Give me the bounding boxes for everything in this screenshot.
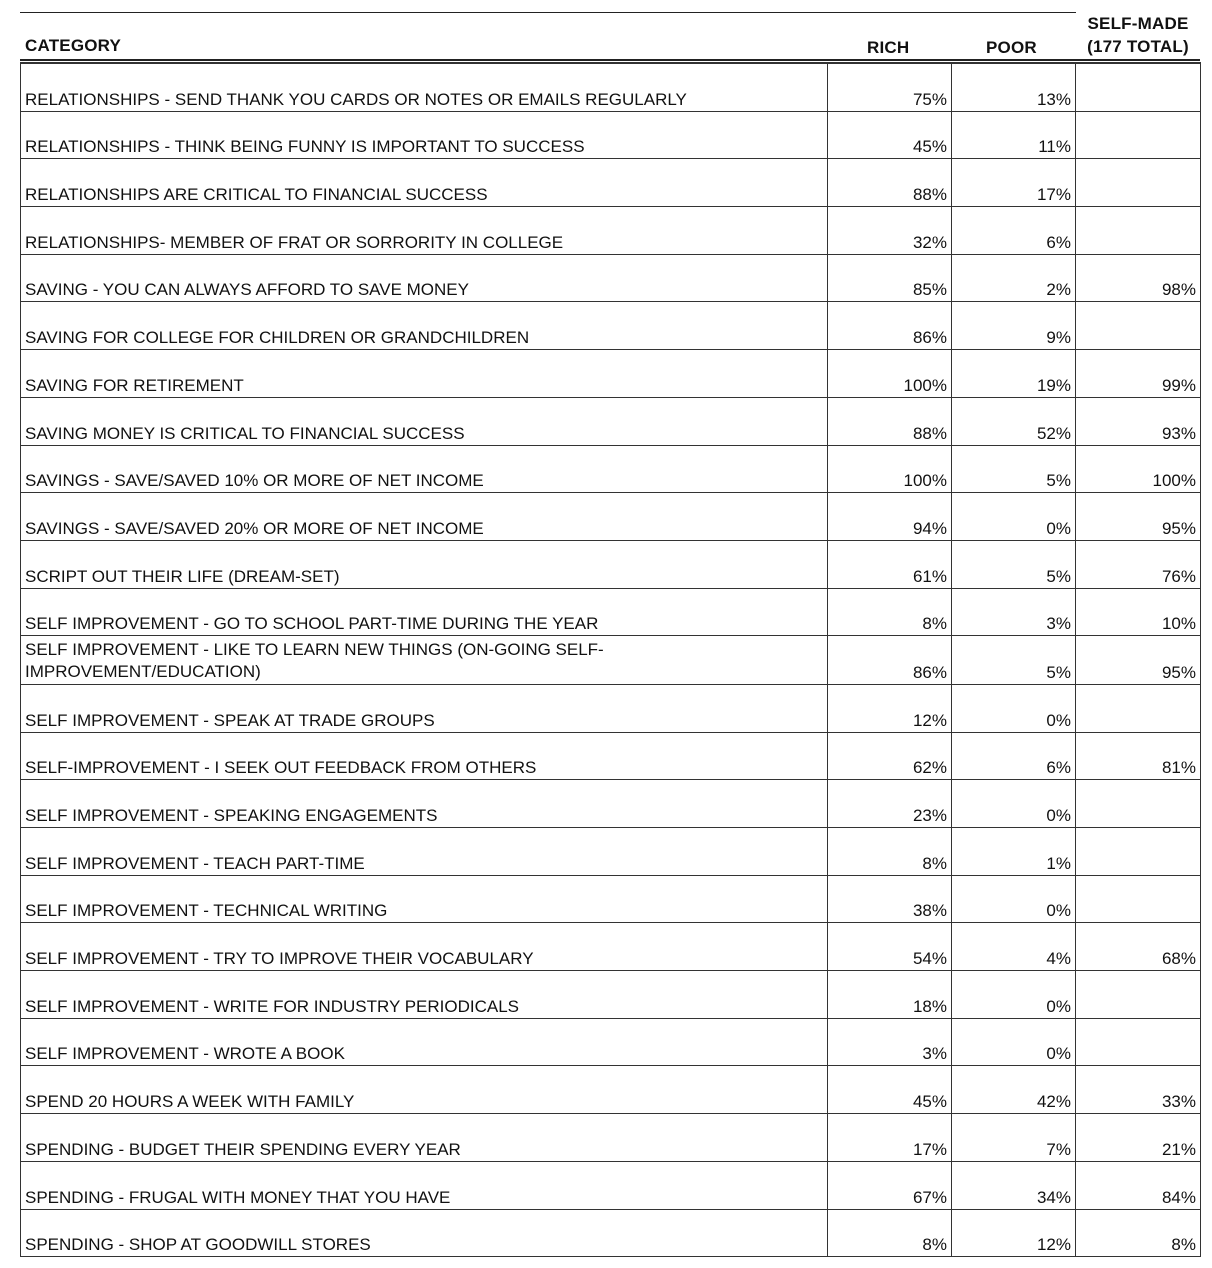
- rich-cell: 8%: [828, 828, 952, 876]
- poor-cell: 0%: [952, 971, 1076, 1019]
- rich-cell: 62%: [828, 732, 952, 780]
- rich-cell: 100%: [828, 350, 952, 398]
- category-cell: SELF IMPROVEMENT - TECHNICAL WRITING: [21, 875, 828, 923]
- self-made-cell: 93%: [1076, 397, 1201, 445]
- poor-cell: 42%: [952, 1066, 1076, 1114]
- poor-cell: 2%: [952, 254, 1076, 302]
- category-cell: RELATIONSHIPS ARE CRITICAL TO FINANCIAL SUCCESS: [21, 159, 828, 207]
- header-rule: [20, 59, 1200, 61]
- self-made-cell: [1076, 207, 1201, 255]
- rich-cell: 85%: [828, 254, 952, 302]
- self-made-cell: 10%: [1076, 588, 1201, 636]
- table-row: [21, 302, 1201, 350]
- category-cell: SAVING - YOU CAN ALWAYS AFFORD TO SAVE MONEY: [21, 254, 828, 302]
- table-row: [21, 540, 1201, 588]
- self-made-cell: 95%: [1076, 493, 1201, 541]
- category-cell: SELF IMPROVEMENT - TRY TO IMPROVE THEIR VOCABULARY: [21, 923, 828, 971]
- rich-cell: 54%: [828, 923, 952, 971]
- rich-cell: 67%: [828, 1161, 952, 1209]
- poor-cell: 12%: [952, 1209, 1076, 1257]
- rich-cell: 86%: [828, 636, 952, 685]
- self-made-cell: 98%: [1076, 254, 1201, 302]
- table-row: [21, 159, 1201, 207]
- data-table: [20, 62, 1201, 1257]
- rich-cell: 88%: [828, 397, 952, 445]
- rich-cell: 32%: [828, 207, 952, 255]
- category-cell: SELF IMPROVEMENT - LIKE TO LEARN NEW THINGS (ON-GOING SELF-IMPROVEMENT/EDUCATION): [21, 636, 828, 685]
- header-rich: RICH: [867, 38, 910, 57]
- table-row: [21, 397, 1201, 445]
- poor-cell: 0%: [952, 684, 1076, 732]
- rich-cell: 8%: [828, 588, 952, 636]
- self-made-cell: [1076, 875, 1201, 923]
- table-row: [21, 1209, 1201, 1257]
- self-made-cell: 21%: [1076, 1114, 1201, 1162]
- self-made-cell: [1076, 1018, 1201, 1066]
- self-made-cell: [1076, 828, 1201, 876]
- table-row: [21, 971, 1201, 1019]
- rich-cell: 94%: [828, 493, 952, 541]
- rich-cell: 8%: [828, 1209, 952, 1257]
- table-body: [21, 63, 1201, 1257]
- self-made-cell: [1076, 780, 1201, 828]
- table-row: [21, 1066, 1201, 1114]
- table-row: [21, 493, 1201, 541]
- self-made-cell: [1076, 971, 1201, 1019]
- table-row: [21, 588, 1201, 636]
- category-cell: SELF IMPROVEMENT - SPEAKING ENGAGEMENTS: [21, 780, 828, 828]
- self-made-cell: 95%: [1076, 636, 1201, 685]
- self-made-cell: [1076, 302, 1201, 350]
- table-row: [21, 684, 1201, 732]
- category-cell: SAVING FOR RETIREMENT: [21, 350, 828, 398]
- poor-cell: 13%: [952, 63, 1076, 111]
- category-cell: SELF IMPROVEMENT - SPEAK AT TRADE GROUPS: [21, 684, 828, 732]
- table-row: [21, 732, 1201, 780]
- table-row: [21, 636, 1201, 685]
- category-cell: SPENDING - FRUGAL WITH MONEY THAT YOU HAVE: [21, 1161, 828, 1209]
- poor-cell: 6%: [952, 207, 1076, 255]
- poor-cell: 7%: [952, 1114, 1076, 1162]
- header-poor: POOR: [986, 38, 1037, 57]
- rich-cell: 86%: [828, 302, 952, 350]
- rich-cell: 18%: [828, 971, 952, 1019]
- rich-cell: 100%: [828, 445, 952, 493]
- table-row: [21, 207, 1201, 255]
- table-row: [21, 350, 1201, 398]
- top-rule: [20, 12, 1076, 13]
- rich-cell: 61%: [828, 540, 952, 588]
- category-cell: SAVINGS - SAVE/SAVED 10% OR MORE OF NET INCOME: [21, 445, 828, 493]
- header-self-made-line1: SELF-MADE: [1087, 14, 1189, 33]
- header-self-made: [1080, 12, 1196, 58]
- table-row: [21, 923, 1201, 971]
- category-cell: RELATIONSHIPS- MEMBER OF FRAT OR SORRORITY IN COLLEGE: [21, 207, 828, 255]
- poor-cell: 52%: [952, 397, 1076, 445]
- self-made-cell: [1076, 159, 1201, 207]
- rich-cell: 75%: [828, 63, 952, 111]
- table-row: [21, 1018, 1201, 1066]
- poor-cell: 0%: [952, 493, 1076, 541]
- category-cell: RELATIONSHIPS - SEND THANK YOU CARDS OR NOTES OR EMAILS REGULARLY: [21, 63, 828, 111]
- poor-cell: 3%: [952, 588, 1076, 636]
- rich-cell: 45%: [828, 111, 952, 159]
- table-row: [21, 254, 1201, 302]
- table-row: [21, 1114, 1201, 1162]
- poor-cell: 1%: [952, 828, 1076, 876]
- self-made-cell: 81%: [1076, 732, 1201, 780]
- table-row: [21, 875, 1201, 923]
- rich-cell: 88%: [828, 159, 952, 207]
- category-cell: SELF IMPROVEMENT - GO TO SCHOOL PART-TIME DURING THE YEAR: [21, 588, 828, 636]
- category-cell: SAVING FOR COLLEGE FOR CHILDREN OR GRANDCHILDREN: [21, 302, 828, 350]
- poor-cell: 34%: [952, 1161, 1076, 1209]
- poor-cell: 19%: [952, 350, 1076, 398]
- header-category: CATEGORY: [25, 36, 122, 55]
- table-row: [21, 111, 1201, 159]
- rich-cell: 17%: [828, 1114, 952, 1162]
- poor-cell: 17%: [952, 159, 1076, 207]
- poor-cell: 5%: [952, 445, 1076, 493]
- table-row: [21, 828, 1201, 876]
- poor-cell: 5%: [952, 540, 1076, 588]
- rich-cell: 12%: [828, 684, 952, 732]
- poor-cell: 11%: [952, 111, 1076, 159]
- rich-cell: 38%: [828, 875, 952, 923]
- poor-cell: 0%: [952, 1018, 1076, 1066]
- poor-cell: 9%: [952, 302, 1076, 350]
- self-made-cell: 100%: [1076, 445, 1201, 493]
- self-made-cell: 68%: [1076, 923, 1201, 971]
- table-row: [21, 63, 1201, 111]
- category-cell: SPENDING - SHOP AT GOODWILL STORES: [21, 1209, 828, 1257]
- poor-cell: 5%: [952, 636, 1076, 685]
- category-cell: SELF IMPROVEMENT - WROTE A BOOK: [21, 1018, 828, 1066]
- table-row: [21, 1161, 1201, 1209]
- self-made-cell: 8%: [1076, 1209, 1201, 1257]
- self-made-cell: 84%: [1076, 1161, 1201, 1209]
- category-cell: SAVINGS - SAVE/SAVED 20% OR MORE OF NET INCOME: [21, 493, 828, 541]
- table-row: [21, 780, 1201, 828]
- category-cell: SPEND 20 HOURS A WEEK WITH FAMILY: [21, 1066, 828, 1114]
- category-cell: SELF IMPROVEMENT - WRITE FOR INDUSTRY PERIODICALS: [21, 971, 828, 1019]
- self-made-cell: [1076, 63, 1201, 111]
- category-cell: SCRIPT OUT THEIR LIFE (DREAM-SET): [21, 540, 828, 588]
- poor-cell: 6%: [952, 732, 1076, 780]
- self-made-cell: 33%: [1076, 1066, 1201, 1114]
- poor-cell: 4%: [952, 923, 1076, 971]
- category-cell: SELF IMPROVEMENT - TEACH PART-TIME: [21, 828, 828, 876]
- rich-cell: 45%: [828, 1066, 952, 1114]
- rich-cell: 23%: [828, 780, 952, 828]
- rich-cell: 3%: [828, 1018, 952, 1066]
- category-cell: SPENDING - BUDGET THEIR SPENDING EVERY YEAR: [21, 1114, 828, 1162]
- self-made-cell: 99%: [1076, 350, 1201, 398]
- category-cell: SAVING MONEY IS CRITICAL TO FINANCIAL SUCCESS: [21, 397, 828, 445]
- poor-cell: 0%: [952, 780, 1076, 828]
- self-made-cell: 76%: [1076, 540, 1201, 588]
- self-made-cell: [1076, 684, 1201, 732]
- category-cell: RELATIONSHIPS - THINK BEING FUNNY IS IMPORTANT TO SUCCESS: [21, 111, 828, 159]
- header-self-made-line2: (177 TOTAL): [1087, 37, 1189, 56]
- self-made-cell: [1076, 111, 1201, 159]
- table-row: [21, 445, 1201, 493]
- poor-cell: 0%: [952, 875, 1076, 923]
- category-cell: SELF-IMPROVEMENT - I SEEK OUT FEEDBACK FROM OTHERS: [21, 732, 828, 780]
